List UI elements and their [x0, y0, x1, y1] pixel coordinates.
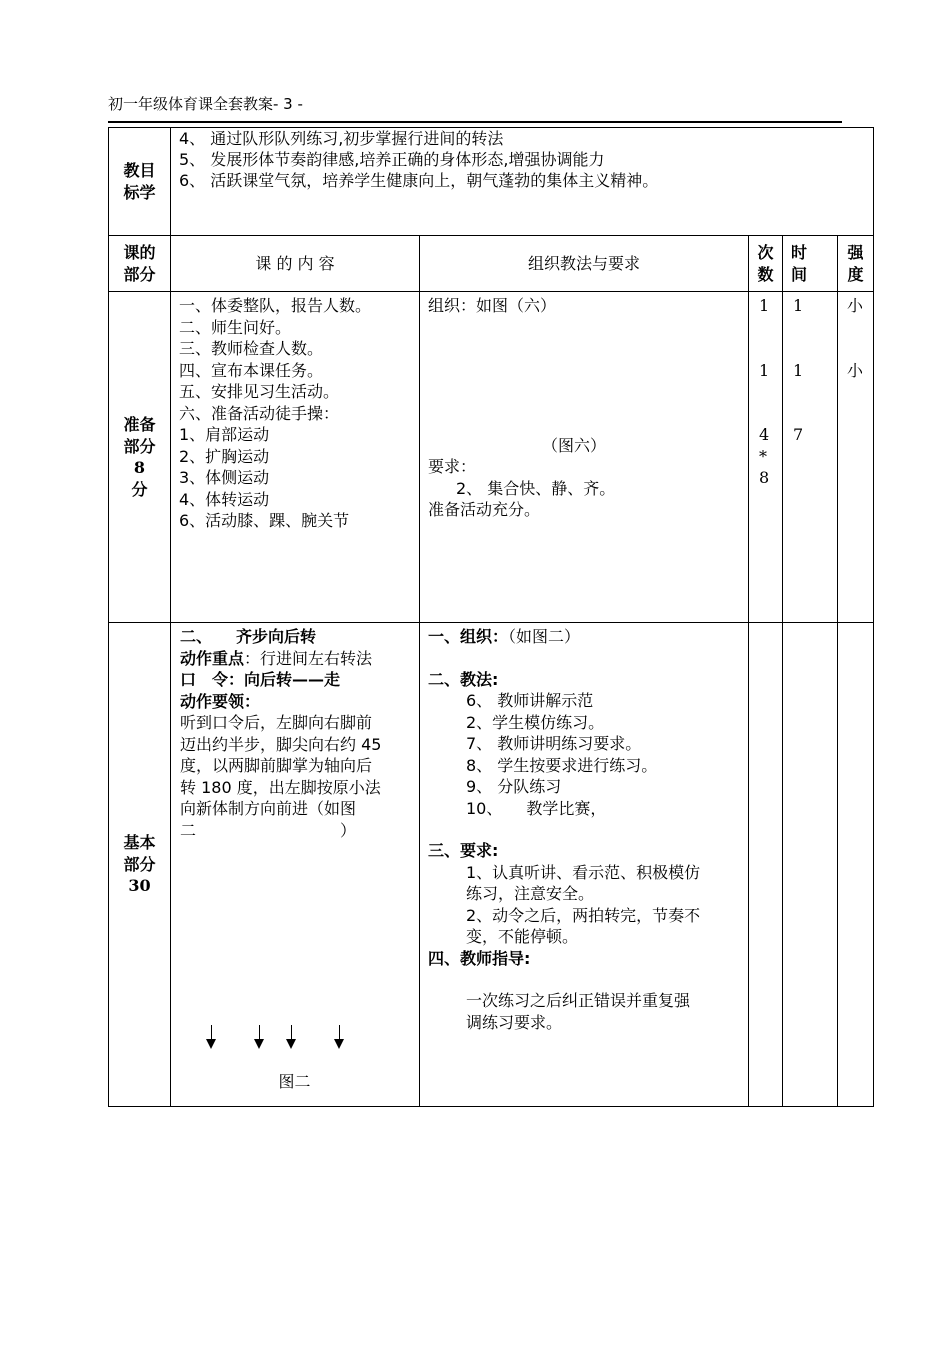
requirement-line: 练习，注意安全。: [466, 884, 595, 903]
method-item: 10、 教学比赛，: [466, 798, 607, 818]
column-header-part: 课的 部分: [109, 236, 171, 292]
essentials-label: 动作要领：: [180, 691, 261, 711]
list-item: 三、教师检查人数。: [179, 339, 324, 358]
objective-item: 6、 活跃课堂气氛，培养学生健康向上，朝气蓬勃的集体主义精神。: [179, 171, 659, 190]
essentials-line: 转 180 度，出左脚按原小法: [180, 777, 381, 797]
basic-title: 二、 齐步向后转: [180, 627, 317, 646]
basic-times: [783, 623, 838, 1107]
list-item: 1、肩部运动: [179, 425, 270, 444]
method-item: 8、 学生按要求进行练习。: [466, 755, 658, 775]
method-item: 2、学生模仿练习。: [466, 712, 605, 732]
basic-intensity: [838, 623, 874, 1107]
requirement-line: 变，不能停顿。: [466, 927, 579, 946]
list-item: 6、活动膝、踝、腕关节: [179, 511, 350, 530]
prep-content: [171, 292, 420, 623]
guidance-line: 调练习要求。: [466, 1012, 563, 1032]
list-item: 4、体转运动: [179, 489, 270, 509]
requirement-line: 2、动令之后，两拍转完，节奏不: [466, 905, 701, 925]
method-item: 9、 分队练习: [466, 777, 562, 796]
requirement-line: 1、认真听讲、看示范、积极模仿: [466, 862, 701, 882]
header-rule: [108, 121, 842, 123]
list-item: 二、师生问好。: [179, 317, 292, 337]
figure-two-label: 图二: [278, 1072, 311, 1091]
basic-section-label: 基本 部分 30: [109, 623, 171, 1107]
prep-organization: [420, 292, 749, 623]
list-item: 3、体侧运动: [179, 468, 270, 487]
prep-org-title: 组织：如图（六）: [428, 296, 557, 315]
prep-row: [109, 292, 874, 623]
objective-item: 5、 发展形体节奏韵律感,培养正确的身体形态,增强协调能力: [179, 150, 605, 169]
prep-section-label: 准备 部分 8 分: [109, 292, 171, 623]
column-header-row: [109, 236, 874, 292]
prep-counts: 1 1 4 * 8: [749, 292, 783, 623]
column-header-organization: 组织教法与要求: [420, 236, 749, 292]
guidance-heading: 四、教师指导:: [428, 948, 531, 968]
basic-row: [109, 623, 874, 1107]
essentials-line: 迈出约半步，脚尖向右约 45: [180, 734, 382, 754]
document-header: 初一年级体育课全套教案- 3 -: [108, 95, 303, 113]
list-item: 2、扩胸运动: [179, 446, 270, 466]
prep-intensity: 小 小: [838, 292, 874, 623]
basic-content: [171, 623, 420, 1107]
prep-requirement: 准备活动充分。: [428, 500, 541, 519]
list-item: 四、宣布本课任务。: [179, 360, 324, 380]
command: 口 令：向后转——走: [180, 670, 341, 689]
basic-counts: [749, 623, 783, 1107]
list-item: 五、安排见习生活动。: [179, 382, 340, 401]
list-item: 六、准备活动徒手操：: [179, 403, 340, 423]
objectives-row: [109, 128, 874, 236]
lesson-plan-table: [108, 127, 874, 1107]
essentials-line: 二 ）: [180, 820, 357, 840]
essentials-line: 听到口令后，左脚向右脚前: [180, 713, 373, 732]
objectives-section-label: 教目 标学: [109, 128, 171, 236]
method-heading: 二、教法:: [428, 669, 499, 689]
objective-item: 4、 通过队形队列练习,初步掌握行进间的转法: [179, 129, 504, 148]
column-header-time: 时 间: [783, 236, 838, 292]
prep-requirement: 2、 集合快、静、齐。: [456, 478, 616, 498]
key-point: 动作重点：行进间左右转法: [180, 648, 373, 668]
column-header-content: 课 的 内 容: [171, 236, 420, 292]
objectives-list: [171, 128, 874, 236]
method-item: 6、 教师讲解示范: [466, 691, 594, 710]
essentials-line: 向新体制方向前进（如图: [180, 799, 357, 818]
list-item: 一、体委整队，报告人数。: [179, 296, 372, 315]
essentials-line: 度，以两脚前脚掌为轴向后: [180, 756, 373, 775]
column-header-intensity: 强 度: [838, 236, 874, 292]
prep-requirements-label: 要求：: [428, 457, 477, 476]
basic-organization: [420, 623, 749, 1107]
org-heading: 一、组织：（如图二）: [428, 627, 581, 646]
guidance-line: 一次练习之后纠正错误并重复强: [466, 991, 691, 1010]
column-header-count: 次 数: [749, 236, 783, 292]
figure-six-label: （图六）: [541, 435, 606, 455]
figure-six-area: [428, 317, 740, 435]
requirements-heading: 三、要求:: [428, 841, 499, 860]
prep-times: 1 1 7: [783, 292, 838, 623]
figure-two-arrows: [180, 1025, 409, 1055]
method-item: 7、 教师讲明练习要求。: [466, 734, 642, 753]
